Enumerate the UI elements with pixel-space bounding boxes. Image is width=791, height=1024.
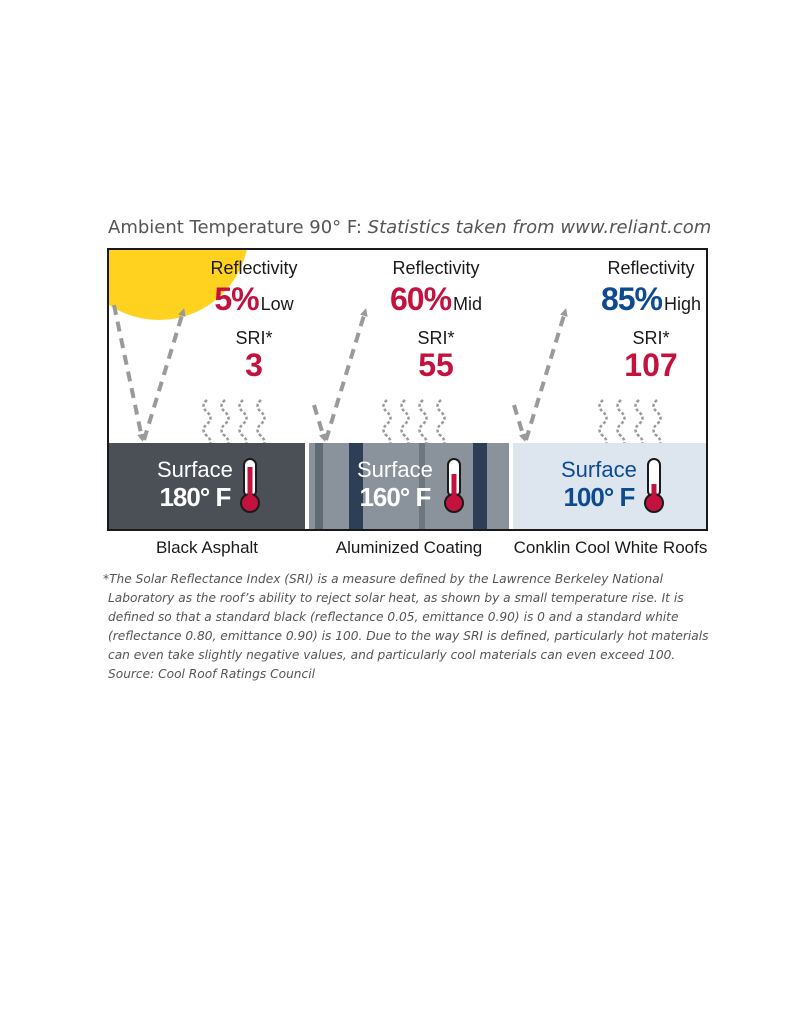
reflectivity-value: 5% <box>214 281 259 317</box>
reflectivity-label: Reflectivity <box>607 258 695 278</box>
footnote-line: (reflectance 0.80, emittance 0.90) is 100. Due to the way SRI is defined, particularly hot materials <box>108 629 709 643</box>
thermometer-icon <box>643 458 665 514</box>
roof-caption-aluminized: Aluminized Coating <box>335 538 483 557</box>
heat-waves-aluminized <box>384 400 445 443</box>
surface-reading <box>357 458 433 512</box>
footnote-line: Source: Cool Roof Ratings Council <box>108 667 316 681</box>
footnote-line: can even take slightly negative values, and particularly cool materials can even exceed 100. <box>108 648 676 662</box>
footnote-line: defined so that a standard black (reflectance 0.05, emittance 0.90) is 0 and a standard white <box>108 610 679 624</box>
roof-caption-white: Conklin Cool White Roofs <box>513 538 708 557</box>
surface-label: Surface <box>157 457 233 482</box>
sri-value: 55 <box>418 347 454 383</box>
white-roof-surface-panel <box>513 443 708 531</box>
incoming-sun-arrow <box>114 305 142 438</box>
aluminized-stats <box>351 258 521 384</box>
surface-temperature: 180° F <box>159 482 231 512</box>
sri-value: 3 <box>245 347 263 383</box>
reflectivity-level: Low <box>260 294 294 314</box>
ambient-temperature-label: Ambient Temperature 90° F: <box>108 217 362 238</box>
roof-comparison-diagram <box>107 248 708 531</box>
roof-caption-asphalt: Black Asphalt <box>155 538 259 557</box>
incoming-sun-arrow <box>514 405 524 438</box>
heat-waves-asphalt <box>204 400 265 443</box>
reflectivity-level: High <box>664 294 702 314</box>
reflectivity-value: 60% <box>389 281 452 317</box>
sri-label: SRI* <box>235 328 273 348</box>
surface-reading <box>561 458 637 512</box>
reflectivity-level: Mid <box>453 294 483 314</box>
asphalt-stats <box>169 258 339 384</box>
surface-label: Surface <box>561 457 637 482</box>
reflectivity-label: Reflectivity <box>392 258 480 278</box>
aluminized-surface-panel <box>309 443 509 531</box>
surface-reading <box>157 458 233 512</box>
heat-waves-white-roof <box>600 400 661 443</box>
reflectivity-value: 85% <box>600 281 662 317</box>
footnote-line: *The Solar Reflectance Index (SRI) is a measure defined by the Lawrence Berkeley National <box>103 572 664 586</box>
white-roof-stats <box>566 258 708 384</box>
statistics-source: Statistics taken from www.reliant.com <box>367 217 712 238</box>
white-roof-arrows <box>514 312 565 440</box>
reflectivity-label: Reflectivity <box>210 258 298 278</box>
reflected-arrow <box>526 312 565 440</box>
diagram-header <box>108 217 711 238</box>
thermometer-icon <box>239 458 261 514</box>
surface-temperature: 160° F <box>359 482 431 512</box>
sri-value: 107 <box>624 347 678 383</box>
surface-label: Surface <box>357 457 433 482</box>
footnote-line: Laboratory as the roof’s ability to reject solar heat, as shown by a small temperature rise. It is <box>108 591 684 605</box>
sri-label: SRI* <box>417 328 455 348</box>
sri-footnote <box>103 570 713 684</box>
sri-label: SRI* <box>632 328 670 348</box>
incoming-sun-arrow <box>314 405 324 438</box>
surface-temperature: 100° F <box>563 482 635 512</box>
thermometer-icon <box>443 458 465 514</box>
asphalt-surface-panel <box>109 443 305 531</box>
